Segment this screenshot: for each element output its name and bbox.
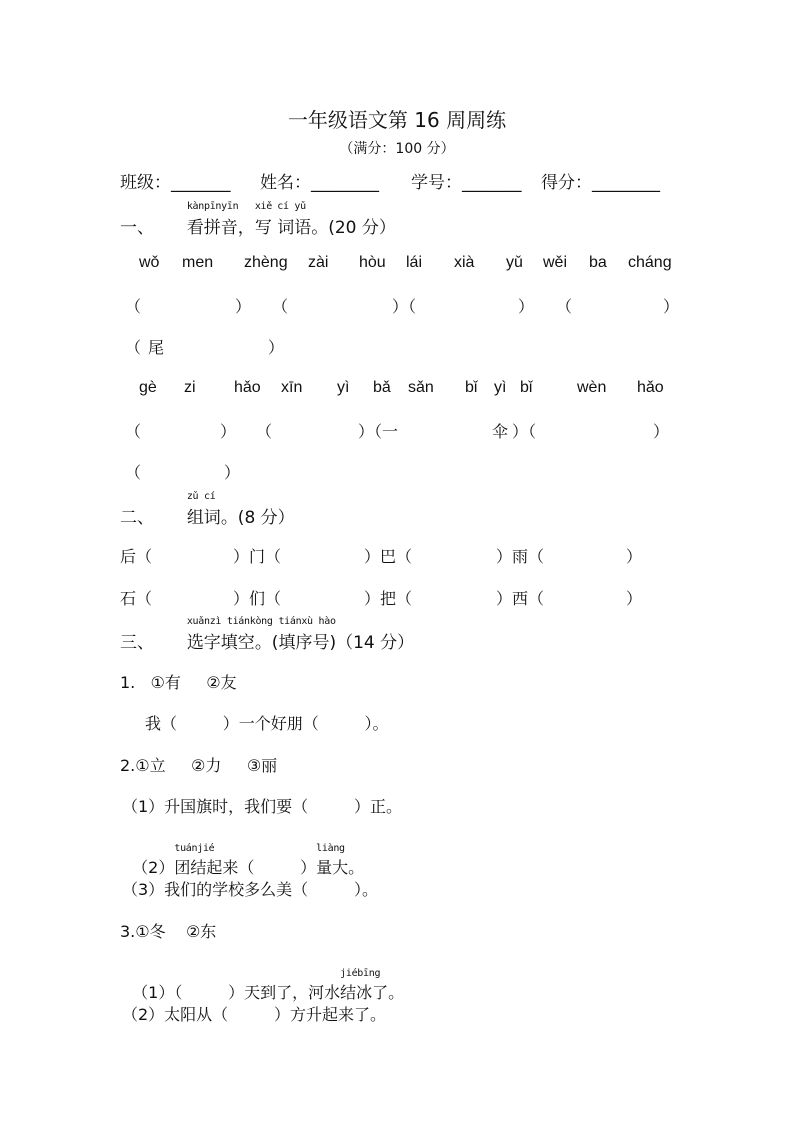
answer-bracket: ） (224, 463, 241, 482)
pinyin-word: zi (184, 379, 196, 396)
word-group-item: ）把（ (364, 589, 413, 608)
word-group-item: ）雨（ (496, 547, 545, 566)
pinyin-tuanjie: tuánjié (174, 843, 215, 854)
word-group-item: ） (626, 589, 643, 608)
section2-number: 二、 (120, 508, 154, 528)
answer-bracket: （ (556, 297, 573, 316)
answer-bracket: （ (272, 297, 289, 316)
pinyin-word: cháng (628, 254, 672, 271)
pinyin-xuanzitiankong: xuǎnzì tiánkòng (186, 616, 273, 627)
answer-bracket: （ (125, 297, 142, 316)
score-field: 得分：________ (541, 173, 660, 193)
given-character: 尾 (148, 338, 165, 357)
question2-sentence3: （3）我们的学校多么美（ ）。 (122, 880, 378, 899)
pinyin-zuci: zǔ cí (186, 491, 216, 502)
pinyin-word: hǎo (637, 379, 664, 396)
pinyin-word: wǒ (139, 254, 160, 271)
section1-text-xie: 写 (254, 218, 272, 238)
section1-heading (120, 201, 396, 238)
question2-sentence2-mid: 结起来（ ） (190, 858, 317, 877)
pinyin-kanpinyin: kànpīnyīn (186, 201, 239, 212)
word-group-item: ） (626, 547, 643, 566)
question2-sentence1: （1）升国旗时，我们要（ ）正。 (122, 797, 402, 816)
name-field: 姓名：________ (260, 173, 379, 193)
pinyin-word: wěi (543, 254, 568, 271)
section3-mid: 。( (254, 633, 279, 653)
pinyin-word: wèn (577, 379, 607, 396)
pinyin-word: yì (337, 379, 350, 396)
pinyin-word: xīn (281, 379, 303, 396)
section2-heading (120, 491, 295, 528)
answer-bracket: ） (235, 297, 252, 316)
question1-sentence: 我（ ）一个好朋（ ）。 (145, 714, 389, 733)
answer-bracket: （ (125, 422, 142, 441)
answer-bracket: ） (663, 297, 680, 316)
answer-bracket: ） (653, 422, 670, 441)
pinyin-word: yì (494, 379, 507, 396)
section1-text-ciyu: 词语 (277, 218, 312, 238)
question1-options: 1. ①有 ②友 (120, 673, 237, 692)
section1-points: 。(20 分） (311, 218, 396, 238)
pinyin-xie: xiě (254, 201, 272, 212)
pinyin-word: gè (139, 379, 157, 396)
section3-text-tianxuhao: 填序号 (278, 633, 330, 653)
answer-bracket: ）（ (392, 297, 417, 316)
pinyin-word: hǎo (234, 379, 261, 396)
pinyin-word: sǎn (408, 379, 434, 396)
answer-bracket: ） (518, 297, 535, 316)
pinyin-word: men (182, 254, 214, 271)
word-group-item: ）西（ (496, 589, 545, 608)
section1-text-kanpinyin: 看拼音， (186, 218, 255, 238)
word-group-item: 后（ (120, 547, 153, 566)
page-title: 一年级语文第 16 周周练 (287, 108, 507, 132)
pinyin-word: zài (308, 254, 329, 271)
section3-heading (120, 616, 415, 653)
pinyin-word: hòu (359, 254, 386, 271)
pinyin-word: xià (454, 254, 475, 271)
text-jiebing: 结冰 (340, 983, 373, 1002)
student-number-field: 学号：_______ (411, 173, 522, 193)
text-liang: 量 (316, 858, 333, 877)
given-character: 伞 (492, 422, 509, 441)
question3-sentence1-prefix: （1）（ ）天到了，河水 (132, 983, 341, 1002)
question2-sentence2 (122, 836, 364, 878)
question2-sentence2-tail: 大。 (332, 858, 365, 877)
question3-options: 3.①冬 ②东 (120, 922, 217, 941)
question3-sentence1-tail: 了。 (372, 983, 405, 1002)
answer-bracket: ） (220, 422, 237, 441)
word-group-item: ）门（ (233, 547, 282, 566)
text-tuan: 团 (174, 858, 191, 877)
question3-sentence2: （2）太阳从（ ）方升起来了。 (122, 1005, 386, 1024)
section3-points: )（14 分） (329, 633, 415, 653)
class-field: 班级：_______ (120, 173, 231, 193)
section3-text-xuanzi: 选字填空 (186, 633, 255, 653)
page-subtitle: （满分：100 分） (339, 141, 455, 157)
pinyin-word: bǐ (465, 379, 478, 396)
pinyin-word: bǎ (373, 379, 391, 396)
section2-points: 。(8 分） (220, 508, 295, 528)
word-group-item: ）们（ (233, 589, 282, 608)
pinyin-word: yǔ (506, 254, 523, 271)
question2-options: 2.①立 ②力 ③丽 (120, 756, 278, 775)
answer-bracket: ）（ (512, 422, 537, 441)
question2-sentence2-prefix: （2） (132, 858, 175, 877)
answer-bracket: ） (268, 338, 285, 357)
answer-bracket: （ (256, 422, 273, 441)
pinyin-jiebing: jiébīng (340, 968, 381, 979)
word-group-item: ）巴（ (364, 547, 413, 566)
pinyin-liang: liàng (316, 843, 345, 854)
pinyin-word: lái (406, 254, 423, 271)
section1-number: 一、 (120, 218, 154, 238)
pinyin-tianxuhao: tiánxù hào (278, 616, 336, 627)
section3-number: 三、 (120, 633, 154, 653)
question3-sentence1 (122, 961, 404, 1003)
pinyin-word: zhèng (244, 254, 288, 271)
pinyin-word: bǐ (520, 379, 533, 396)
answer-bracket: （ (125, 463, 142, 482)
answer-bracket: ）（一 (358, 422, 399, 441)
answer-bracket: （ (125, 338, 142, 357)
word-group-item: 石（ (120, 589, 153, 608)
section2-text-zuci: 组词 (186, 508, 221, 528)
pinyin-ciyu: cí yǔ (277, 201, 306, 212)
pinyin-word: ba (589, 254, 607, 271)
